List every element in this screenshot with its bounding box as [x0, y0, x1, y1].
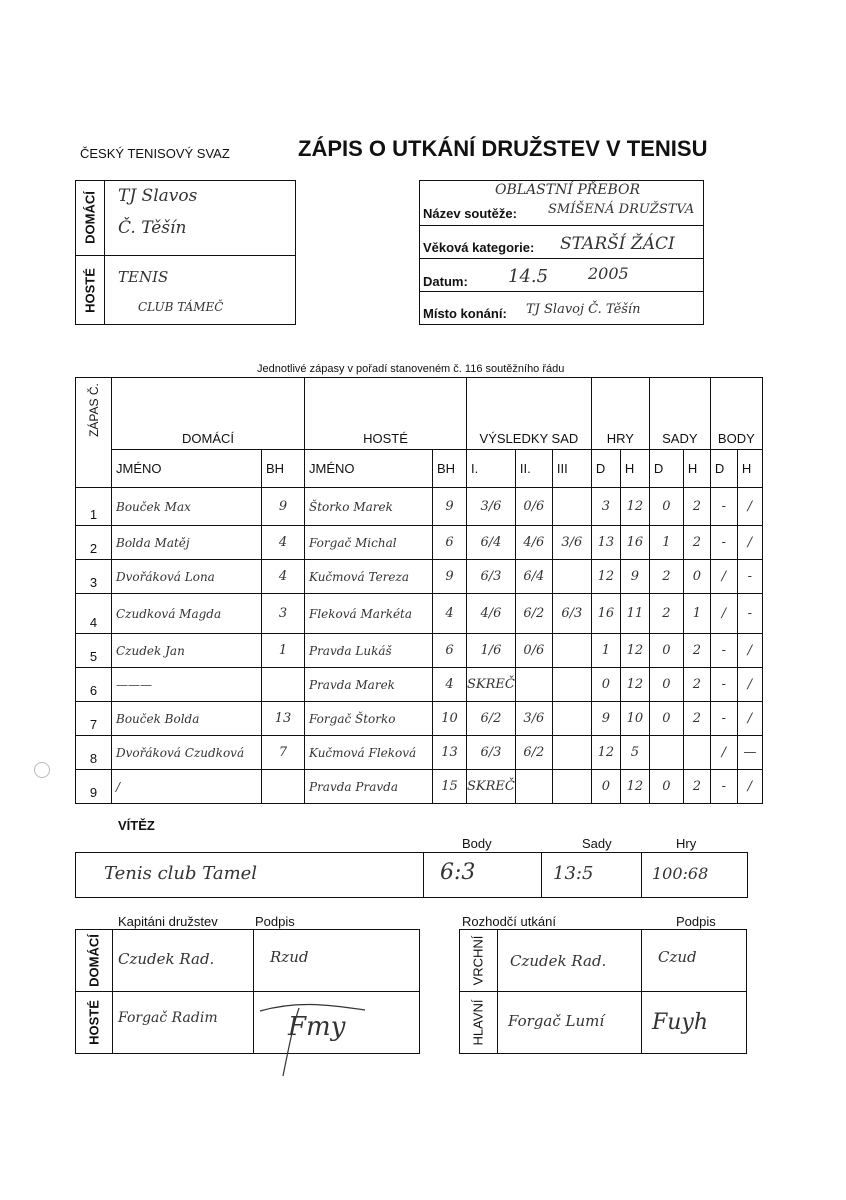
captain-guest-name: Forgač Radim [118, 1010, 218, 1026]
captains-guest-label: HOSTÉ [86, 1000, 102, 1045]
home-player: Czudek Jan [112, 634, 262, 668]
set3-score [552, 736, 591, 770]
referee-chief-name: Czudek Rad. [510, 952, 607, 970]
sets-d: 0 [649, 770, 683, 804]
games-header: HRY [591, 378, 649, 450]
captains-title: Kapitáni družstev [118, 914, 218, 929]
winner-label: VÍTĚZ [118, 818, 155, 833]
sets-h: 2 [683, 702, 710, 736]
points-d: / [710, 736, 737, 770]
match-row [76, 736, 763, 770]
winner-games: 100:68 [652, 864, 709, 883]
guest-bh: 4 [433, 668, 467, 702]
association-name: ČESKÝ TENISOVÝ SVAZ [80, 146, 230, 161]
points-h-header: H [737, 450, 762, 488]
sets-d: 0 [649, 668, 683, 702]
winner-sets-header: Sady [582, 836, 612, 851]
home-bh: 3 [262, 594, 305, 634]
home-bh [262, 668, 305, 702]
captain-guest-signature-strokes [255, 996, 375, 1086]
set1-score: SKREČ [467, 668, 516, 702]
set2-header: II. [515, 450, 552, 488]
sets-h: 1 [683, 594, 710, 634]
home-bh: 13 [262, 702, 305, 736]
games-d-header: D [591, 450, 620, 488]
competition-top-line: OBLASTNÍ PŘEBOR [495, 182, 641, 198]
home-bh: 7 [262, 736, 305, 770]
games-h: 12 [620, 488, 649, 526]
games-h: 11 [620, 594, 649, 634]
set2-score: 6/2 [515, 594, 552, 634]
home-bh [262, 770, 305, 804]
set1-score: 6/2 [467, 702, 516, 736]
set3-score [552, 634, 591, 668]
sets-d-header: D [649, 450, 683, 488]
sets-d: 0 [649, 702, 683, 736]
competition-name-label: Název soutěže: [423, 206, 517, 221]
set3-header: III [552, 450, 591, 488]
home-player: Czudková Magda [112, 594, 262, 634]
match-row [76, 560, 763, 594]
points-d-header: D [710, 450, 737, 488]
set3-score [552, 488, 591, 526]
set1-score: 6/3 [467, 560, 516, 594]
punch-hole-mark [34, 762, 50, 778]
sets-d: 2 [649, 560, 683, 594]
sets-d: 1 [649, 526, 683, 560]
match-no: 4 [76, 594, 112, 634]
set3-score [552, 560, 591, 594]
points-d: - [710, 526, 737, 560]
home-bh: 9 [262, 488, 305, 526]
matches-table [75, 377, 763, 804]
captains-home-label: DOMÁCÍ [86, 934, 102, 987]
sets-d: 0 [649, 634, 683, 668]
games-h: 10 [620, 702, 649, 736]
sets-h: 2 [683, 770, 710, 804]
place-value: TJ Slavoj Č. Těšín [526, 302, 641, 317]
guest-player: Pravda Marek [305, 668, 433, 702]
guest-bh: 9 [433, 560, 467, 594]
set1-score: 4/6 [467, 594, 516, 634]
match-no: 9 [76, 770, 112, 804]
referee-main-name: Forgač Lumí [508, 1012, 605, 1030]
teams-home-label: DOMÁCÍ [82, 191, 98, 244]
set1-header: I. [467, 450, 516, 488]
points-h: / [737, 770, 762, 804]
guest-name-header: JMÉNO [305, 450, 433, 488]
guest-bh: 6 [433, 526, 467, 560]
games-h: 12 [620, 634, 649, 668]
games-h: 16 [620, 526, 649, 560]
set2-score [515, 668, 552, 702]
home-team-line1: TJ Slavos [118, 186, 198, 206]
games-d: 3 [591, 488, 620, 526]
points-d: - [710, 634, 737, 668]
referee-main-signature: Fuyh [652, 1010, 709, 1035]
games-d: 9 [591, 702, 620, 736]
points-d: / [710, 560, 737, 594]
date-label: Datum: [423, 274, 468, 289]
match-row [76, 668, 763, 702]
sets-h: 2 [683, 526, 710, 560]
match-no: 8 [76, 736, 112, 770]
points-d: - [710, 668, 737, 702]
set1-score: 6/4 [467, 526, 516, 560]
guest-bh: 15 [433, 770, 467, 804]
points-header: BODY [710, 378, 762, 450]
guest-bh: 13 [433, 736, 467, 770]
sets-h: 2 [683, 668, 710, 702]
referee-main-label: HLAVNÍ [470, 999, 486, 1046]
points-h: — [737, 736, 762, 770]
points-d: - [710, 488, 737, 526]
guest-team-line2: CLUB TÁMEČ [138, 300, 224, 314]
games-d: 1 [591, 634, 620, 668]
match-row [76, 634, 763, 668]
points-d: - [710, 702, 737, 736]
winner-team: Tenis club Tamel [104, 863, 258, 884]
home-player: ——— [112, 668, 262, 702]
games-d: 16 [591, 594, 620, 634]
home-player: Dvořáková Lona [112, 560, 262, 594]
set2-score: 0/6 [515, 634, 552, 668]
points-d: - [710, 770, 737, 804]
captain-guest-signature: Fmy [288, 1012, 346, 1042]
set2-score: 6/4 [515, 560, 552, 594]
games-d: 0 [591, 770, 620, 804]
guest-bh: 9 [433, 488, 467, 526]
sets-h: 2 [683, 634, 710, 668]
home-player: Bouček Max [112, 488, 262, 526]
referee-chief-label: VRCHNÍ [470, 935, 486, 986]
home-header: DOMÁCÍ [112, 378, 305, 450]
place-label: Místo konání: [423, 306, 507, 321]
set1-score: 1/6 [467, 634, 516, 668]
sets-d: 0 [649, 488, 683, 526]
points-h: / [737, 702, 762, 736]
guest-player: Fleková Markéta [305, 594, 433, 634]
winner-games-header: Hry [676, 836, 697, 851]
matches-caption: Jednotlivé zápasy v pořadí stanoveném č. 116 soutěžního řádu [257, 363, 565, 375]
guests-header: HOSTÉ [305, 378, 467, 450]
referees-sign-label: Podpis [676, 914, 716, 929]
points-h: / [737, 668, 762, 702]
match-row [76, 488, 763, 526]
guest-player: Forgač Štorko [305, 702, 433, 736]
match-no: 6 [76, 668, 112, 702]
match-no-header-cell [76, 378, 112, 488]
match-no: 5 [76, 634, 112, 668]
games-d: 12 [591, 560, 620, 594]
sets-h: 0 [683, 560, 710, 594]
guest-team-line1: TENIS [118, 268, 169, 286]
home-bh: 1 [262, 634, 305, 668]
points-h: / [737, 526, 762, 560]
set2-score: 6/2 [515, 736, 552, 770]
match-row [76, 526, 763, 560]
guest-player: Kučmová Fleková [305, 736, 433, 770]
match-no: 7 [76, 702, 112, 736]
winner-points: 6:3 [440, 860, 476, 885]
sets-h: 2 [683, 488, 710, 526]
points-h: - [737, 560, 762, 594]
category-value: STARŠÍ ŽÁCI [560, 234, 675, 254]
match-no: 3 [76, 560, 112, 594]
points-h: - [737, 594, 762, 634]
set1-score: 3/6 [467, 488, 516, 526]
sets-d: 2 [649, 594, 683, 634]
home-player: Dvořáková Czudková [112, 736, 262, 770]
guest-player: Štorko Marek [305, 488, 433, 526]
games-h: 9 [620, 560, 649, 594]
guest-player: Pravda Lukáš [305, 634, 433, 668]
captain-home-name: Czudek Rad. [118, 950, 215, 968]
guest-bh: 6 [433, 634, 467, 668]
home-player: Bouček Bolda [112, 702, 262, 736]
set-results-header: VÝSLEDKY SAD [467, 378, 592, 450]
date-value: 14.5 [508, 266, 549, 287]
home-bh: 4 [262, 526, 305, 560]
winner-sets: 13:5 [553, 863, 594, 884]
games-h-header: H [620, 450, 649, 488]
guest-bh: 4 [433, 594, 467, 634]
captain-home-signature: Rzud [270, 948, 309, 966]
games-d: 12 [591, 736, 620, 770]
guest-bh: 10 [433, 702, 467, 736]
set2-score: 3/6 [515, 702, 552, 736]
competition-name-value: SMÍŠENÁ DRUŽSTVA [548, 202, 695, 217]
winner-points-header: Body [462, 836, 492, 851]
home-bh-header: BH [262, 450, 305, 488]
teams-guest-label: HOSTÉ [82, 268, 98, 313]
sets-d [649, 736, 683, 770]
referees-title: Rozhodčí utkání [462, 914, 556, 929]
match-row [76, 702, 763, 736]
match-no: 1 [76, 488, 112, 526]
home-bh: 4 [262, 560, 305, 594]
set2-score [515, 770, 552, 804]
games-d: 0 [591, 668, 620, 702]
sets-header: SADY [649, 378, 710, 450]
referee-chief-signature: Czud [658, 948, 697, 966]
set1-score: 6/3 [467, 736, 516, 770]
home-player: / [112, 770, 262, 804]
games-h: 5 [620, 736, 649, 770]
match-row [76, 594, 763, 634]
set3-score: 3/6 [552, 526, 591, 560]
category-label: Věková kategorie: [423, 240, 535, 255]
match-no-header: ZÁPAS Č. [87, 383, 101, 437]
points-d: / [710, 594, 737, 634]
guest-player: Pravda Pravda [305, 770, 433, 804]
set2-score: 4/6 [515, 526, 552, 560]
games-h: 12 [620, 770, 649, 804]
points-h: / [737, 634, 762, 668]
sets-h [683, 736, 710, 770]
set3-score [552, 668, 591, 702]
guest-player: Kučmová Tereza [305, 560, 433, 594]
date-year: 2005 [588, 264, 629, 283]
games-h: 12 [620, 668, 649, 702]
set2-score: 0/6 [515, 488, 552, 526]
set3-score: 6/3 [552, 594, 591, 634]
home-player: Bolda Matěj [112, 526, 262, 560]
set1-score: SKREČ [467, 770, 516, 804]
home-name-header: JMÉNO [112, 450, 262, 488]
home-team-line2: Č. Těšín [118, 218, 187, 238]
set3-score [552, 770, 591, 804]
points-h: / [737, 488, 762, 526]
guest-bh-header: BH [433, 450, 467, 488]
match-no: 2 [76, 526, 112, 560]
sets-h-header: H [683, 450, 710, 488]
games-d: 13 [591, 526, 620, 560]
page-title: ZÁPIS O UTKÁNÍ DRUŽSTEV V TENISU [298, 136, 708, 161]
captains-sign-label: Podpis [255, 914, 295, 929]
match-row [76, 770, 763, 804]
guest-player: Forgač Michal [305, 526, 433, 560]
set3-score [552, 702, 591, 736]
